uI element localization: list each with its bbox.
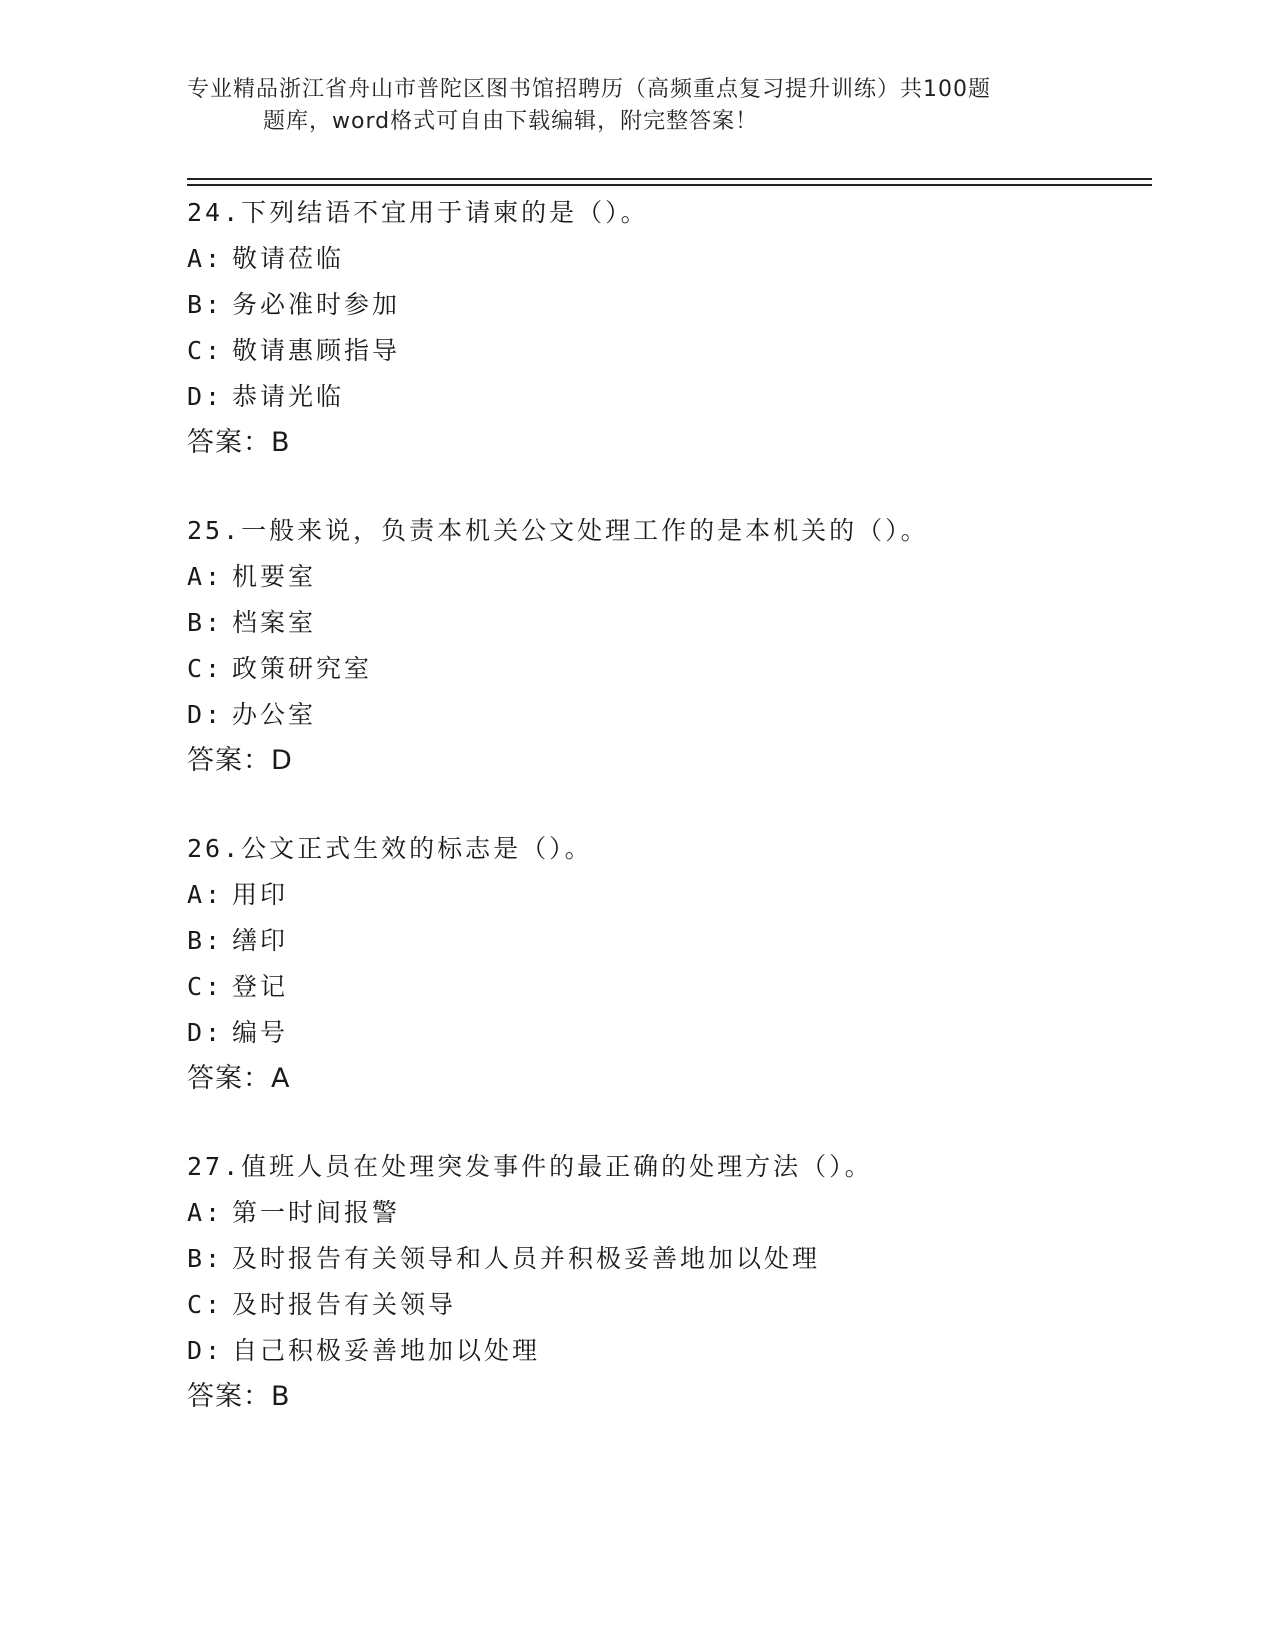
question-25 — [187, 508, 1147, 784]
answer-label: 答案： — [187, 745, 271, 776]
option-letter: D: — [187, 1018, 224, 1047]
option-a — [187, 236, 1147, 282]
option-letter: A: — [187, 880, 224, 909]
option-a — [187, 1190, 1147, 1236]
option-letter: D: — [187, 382, 224, 411]
document-header — [187, 74, 1067, 138]
question-list — [187, 190, 1147, 1462]
option-letter: B: — [187, 926, 224, 955]
option-letter: C: — [187, 1290, 224, 1319]
option-letter: D: — [187, 1336, 224, 1365]
option-d — [187, 374, 1147, 420]
question-text — [187, 508, 1147, 554]
option-text: 及时报告有关领导和人员并积极妥善地加以处理 — [232, 1244, 821, 1273]
option-d — [187, 1010, 1147, 1056]
answer-value: D — [271, 745, 292, 776]
question-text — [187, 190, 1147, 236]
option-text: 恭请光临 — [232, 382, 345, 411]
question-text — [187, 1144, 1147, 1190]
option-text: 及时报告有关领导 — [232, 1290, 457, 1319]
option-text: 用印 — [232, 880, 289, 909]
answer — [187, 1374, 1147, 1420]
option-letter: A: — [187, 562, 224, 591]
answer — [187, 738, 1147, 784]
header-rule-top — [187, 178, 1152, 180]
question-stem: 值班人员在处理突发事件的最正确的处理方法（）。 — [241, 1152, 873, 1181]
header-line-2: 题库，word格式可自由下载编辑，附完整答案！ — [263, 109, 759, 134]
option-text: 政策研究室 — [232, 654, 373, 683]
question-24 — [187, 190, 1147, 466]
option-letter: B: — [187, 290, 224, 319]
option-b — [187, 918, 1147, 964]
option-d — [187, 692, 1147, 738]
question-number: 24. — [187, 198, 242, 227]
option-b — [187, 1236, 1147, 1282]
question-stem: 公文正式生效的标志是（）。 — [241, 834, 593, 863]
option-text: 办公室 — [232, 700, 317, 729]
option-letter: C: — [187, 654, 224, 683]
option-b — [187, 282, 1147, 328]
option-text: 登记 — [232, 972, 289, 1001]
option-text: 编号 — [232, 1018, 289, 1047]
option-c — [187, 646, 1147, 692]
option-c — [187, 328, 1147, 374]
option-a — [187, 554, 1147, 600]
option-letter: C: — [187, 972, 224, 1001]
answer-value: B — [271, 427, 290, 458]
option-c — [187, 1282, 1147, 1328]
option-text: 敬请莅临 — [232, 244, 345, 273]
option-text: 敬请惠顾指导 — [232, 336, 401, 365]
option-d — [187, 1328, 1147, 1374]
option-letter: B: — [187, 1244, 224, 1273]
header-rule-bottom — [187, 184, 1152, 186]
option-text: 档案室 — [232, 608, 317, 637]
answer-value: B — [271, 1381, 290, 1412]
answer-label: 答案： — [187, 427, 271, 458]
question-26 — [187, 826, 1147, 1102]
answer — [187, 420, 1147, 466]
option-letter: A: — [187, 244, 224, 273]
question-stem: 一般来说，负责本机关公文处理工作的是本机关的（）。 — [241, 516, 929, 545]
answer-value: A — [271, 1063, 290, 1094]
question-number: 26. — [187, 834, 242, 863]
answer-label: 答案： — [187, 1381, 271, 1412]
option-text: 自己积极妥善地加以处理 — [232, 1336, 541, 1365]
option-b — [187, 600, 1147, 646]
option-letter: B: — [187, 608, 224, 637]
option-letter: D: — [187, 700, 224, 729]
question-number: 25. — [187, 516, 242, 545]
answer — [187, 1056, 1147, 1102]
option-text: 机要室 — [232, 562, 317, 591]
option-text: 缮印 — [232, 926, 289, 955]
header-line-1: 专业精品浙江省舟山市普陀区图书馆招聘历（高频重点复习提升训练）共100题 — [187, 77, 991, 102]
option-c — [187, 964, 1147, 1010]
answer-label: 答案： — [187, 1063, 271, 1094]
option-text: 第一时间报警 — [232, 1198, 401, 1227]
question-27 — [187, 1144, 1147, 1420]
option-letter: A: — [187, 1198, 224, 1227]
option-letter: C: — [187, 336, 224, 365]
question-stem: 下列结语不宜用于请柬的是（）。 — [241, 198, 649, 227]
option-text: 务必准时参加 — [232, 290, 401, 319]
question-number: 27. — [187, 1152, 242, 1181]
question-text — [187, 826, 1147, 872]
option-a — [187, 872, 1147, 918]
